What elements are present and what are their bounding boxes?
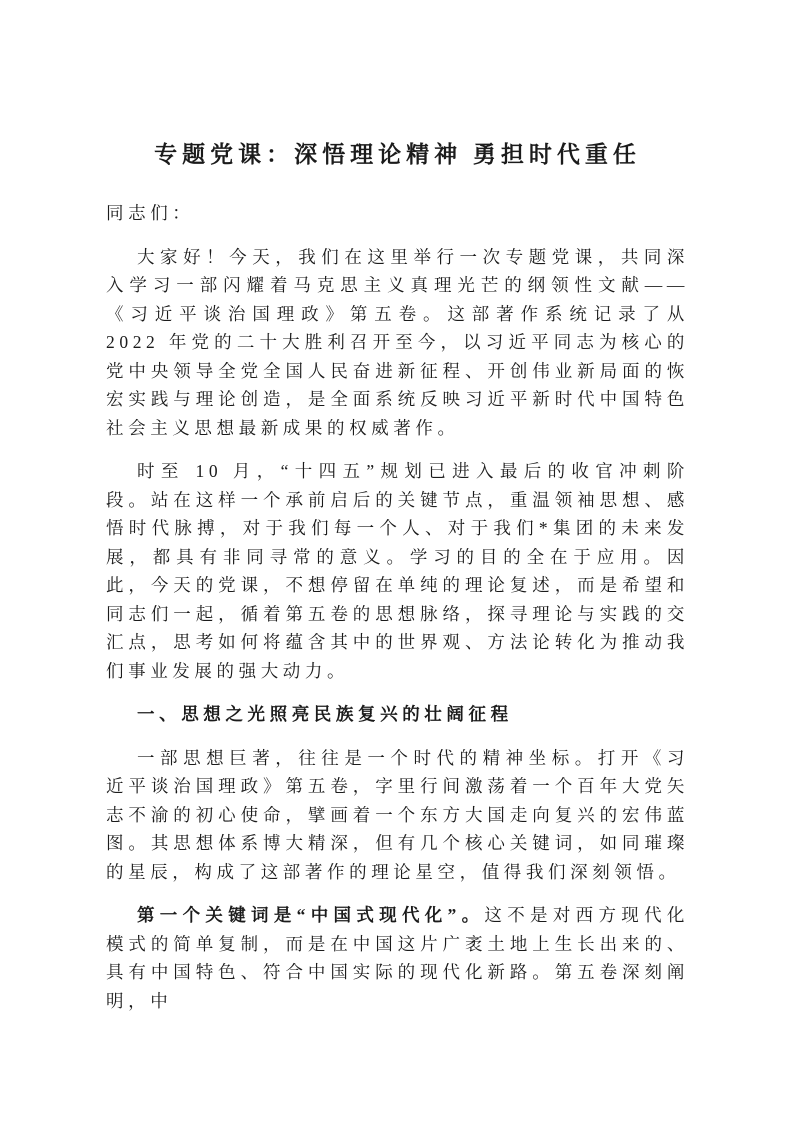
text-run: 时至 10 月，“十四五”规划已进入最后的收官冲刺阶段。站在这样一个承前启后的关键节点，重温领袖思想、感悟时代脉搏，对于我们每一个人、对于我们*集团的未来发展，都具有非同寻常的意义。学习的目的全在于应用。因此，今天的党课，不想停留在单纯的理论复述，而是希望和同志们一起，循着第五卷的思想脉络，探寻理论与实践的交汇点，思考如何将蕴含其中的世界观、方法论转化为推动我们事业发展的强大动力。 — [106, 461, 689, 681]
text-run: 同志们： — [106, 203, 195, 223]
body-paragraph — [106, 243, 689, 443]
body-paragraph — [106, 457, 689, 685]
bold-text-run: 第一个关键词是“中国式现代化”。 — [137, 905, 485, 925]
body-paragraph — [106, 901, 689, 1015]
document-body — [106, 199, 689, 1015]
body-paragraph — [106, 744, 689, 887]
text-run: 这不是对西方现代化模式的简单复制，而是在中国这片广袤土地上生长出来的、具有中国特色、符合中国实际的现代化新路。第五卷深刻阐明，中 — [106, 905, 689, 1011]
page-title: 专题党课：深悟理论精神 勇担时代重任 — [154, 142, 641, 167]
text-run: 大家好！今天，我们在这里举行一次专题党课，共同深入学习一部闪耀着马克思主义真理光芒的纲领性文献——《习近平谈治国理政》第五卷。这部著作系统记录了从 2022 年党的二十大胜利召开至今，以习近平同志为核心的党中央领导全党全国人民奋进新征程、开创伟业新局面的恢宏实践与理论创造，是全面系统反映习近平新时代中国特色社会主义思想最新成果的权威著作。 — [106, 246, 689, 438]
section-heading — [106, 700, 689, 729]
salutation-line — [106, 199, 689, 228]
bold-text-run: 一、思想之光照亮民族复兴的壮阔征程 — [137, 704, 513, 724]
text-run: 一部思想巨著，往往是一个时代的精神坐标。打开《习近平谈治国理政》第五卷，字里行间激荡着一个百年大党矢志不渝的初心使命，擘画着一个东方大国走向复兴的宏伟蓝图。其思想体系博大精深，但有几个核心关键词，如同璀璨的星辰，构成了这部著作的理论星空，值得我们深刻领悟。 — [106, 747, 689, 882]
